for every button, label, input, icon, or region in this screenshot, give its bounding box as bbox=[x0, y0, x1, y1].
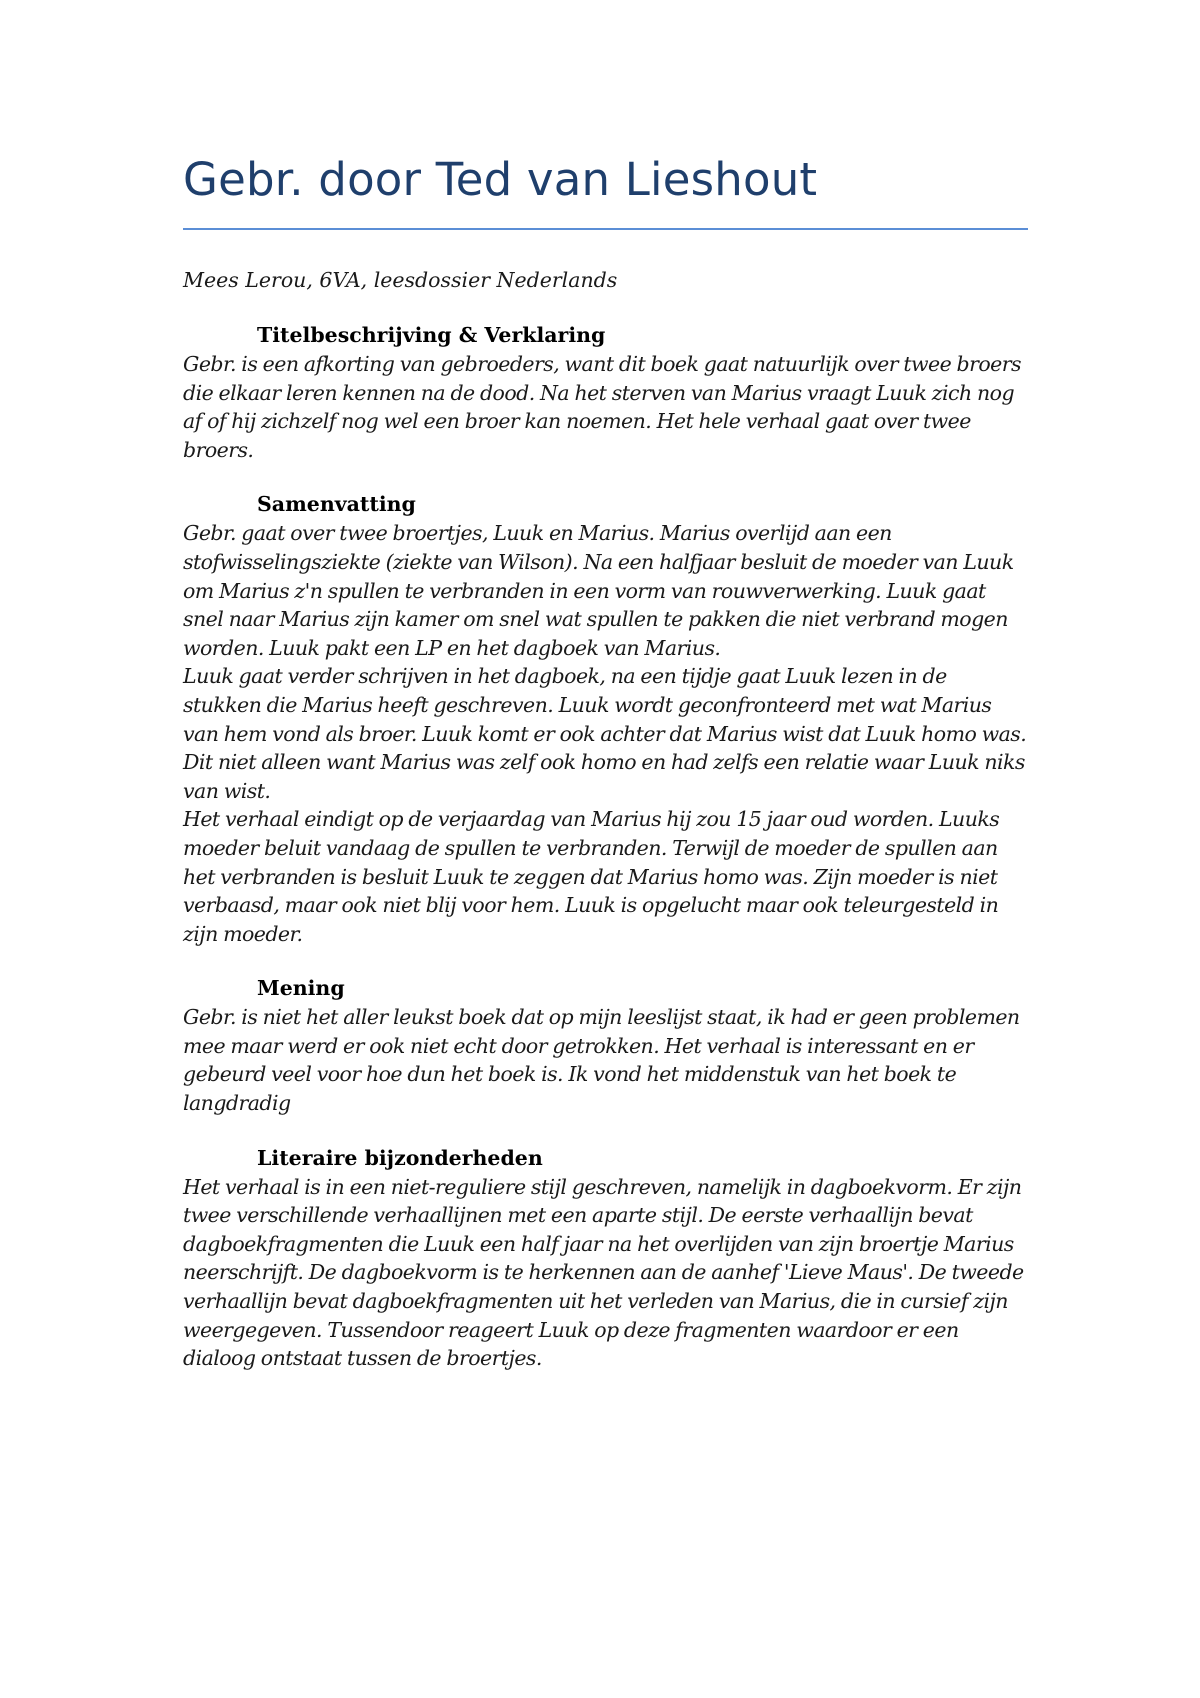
section-heading: Mening bbox=[257, 976, 345, 1001]
section-heading: Literaire bijzonderheden bbox=[257, 1145, 543, 1170]
section-body bbox=[183, 1003, 1028, 1117]
paragraph: Gebr. is niet het aller leukst boek dat op mijn leeslijst staat, ik had er geen problemen mee maar werd er ook niet echt door getrokken. Het verhaal is interessant en er gebeurd veel voor hoe dun het boek is. Ik vond het middenstuk van het boek te langdradig bbox=[183, 1005, 1020, 1116]
author-line: Mees Lerou, 6VA, leesdossier Nederlands bbox=[183, 268, 618, 292]
section-literaire-bijzonderheden bbox=[183, 1144, 1028, 1373]
paragraph: Luuk gaat verder schrijven in het dagboek, na een tijdje gaat Luuk lezen in de stukken die Marius heeft geschreven. Luuk wordt geconfronteerd met wat Marius van hem vond als broer. Luuk komt er ook achter dat Marius wist dat Luuk homo was. Dit niet alleen want Marius was zelf ook homo en had zelfs een relatie waar Luuk niks van wist. bbox=[183, 664, 1027, 803]
paragraph: Het verhaal eindigt op de verjaardag van Marius hij zou 15 jaar oud worden. Luuks moeder beluit vandaag de spullen te verbranden. Terwijl de moeder de spullen aan het verbranden is besluit Luuk te zeggen dat Marius homo was. Zijn moeder is niet verbaasd, maar ook niet blij voor hem. Luuk is opgelucht maar ook teleurgesteld in zijn moeder. bbox=[183, 807, 1000, 946]
section-mening bbox=[183, 974, 1028, 1117]
paragraph: Gebr. is een afkorting van gebroeders, want dit boek gaat natuurlijk over twee broers die elkaar leren kennen na de dood. Na het sterven van Marius vraagt Luuk zich nog af of hij zichzelf nog wel een broer kan noemen. Het hele verhaal gaat over twee broers. bbox=[183, 352, 1021, 462]
title-underline bbox=[183, 228, 1028, 230]
section-heading: Titelbeschrijving & Verklaring bbox=[257, 323, 606, 347]
section-titelbeschrijving bbox=[183, 321, 1028, 464]
section-heading: Samenvatting bbox=[257, 492, 416, 517]
document-page bbox=[183, 150, 1028, 1373]
section-body bbox=[183, 519, 1028, 948]
paragraph: Gebr. gaat over twee broertjes, Luuk en Marius. Marius overlijd aan een stofwisselingsziekte (ziekte van Wilson). Na een halfjaar besluit de moeder van Luuk om Marius z'n spullen te verbranden in een vorm van rouwverwerking. Luuk gaat snel naar Marius zijn kamer om snel wat spullen te pakken die niet verbrand mogen worden. Luuk pakt een LP en het dagboek van Marius. bbox=[183, 521, 1014, 660]
paragraph: Het verhaal is in een niet-reguliere stijl geschreven, namelijk in dagboekvorm. Er zijn twee verschillende verhaallijnen met een aparte stijl. De eerste verhaallijn bevat dagboekfragmenten die Luuk een half jaar na het overlijden van zijn broertje Marius neerschrijft. De dagboekvorm is te herkennen aan de aanhef 'Lieve Maus'. De tweede verhaallijn bevat dagboekfragmenten uit het verleden van Marius, die in cursief zijn weergegeven. Tussendoor reageert Luuk op deze fragmenten waardoor er een dialoog ontstaat tussen de broertjes. bbox=[183, 1174, 1024, 1371]
section-samenvatting bbox=[183, 490, 1028, 948]
section-body bbox=[183, 350, 1028, 464]
document-title: Gebr. door Ted van Lieshout bbox=[183, 153, 818, 206]
section-body bbox=[183, 1173, 1028, 1373]
